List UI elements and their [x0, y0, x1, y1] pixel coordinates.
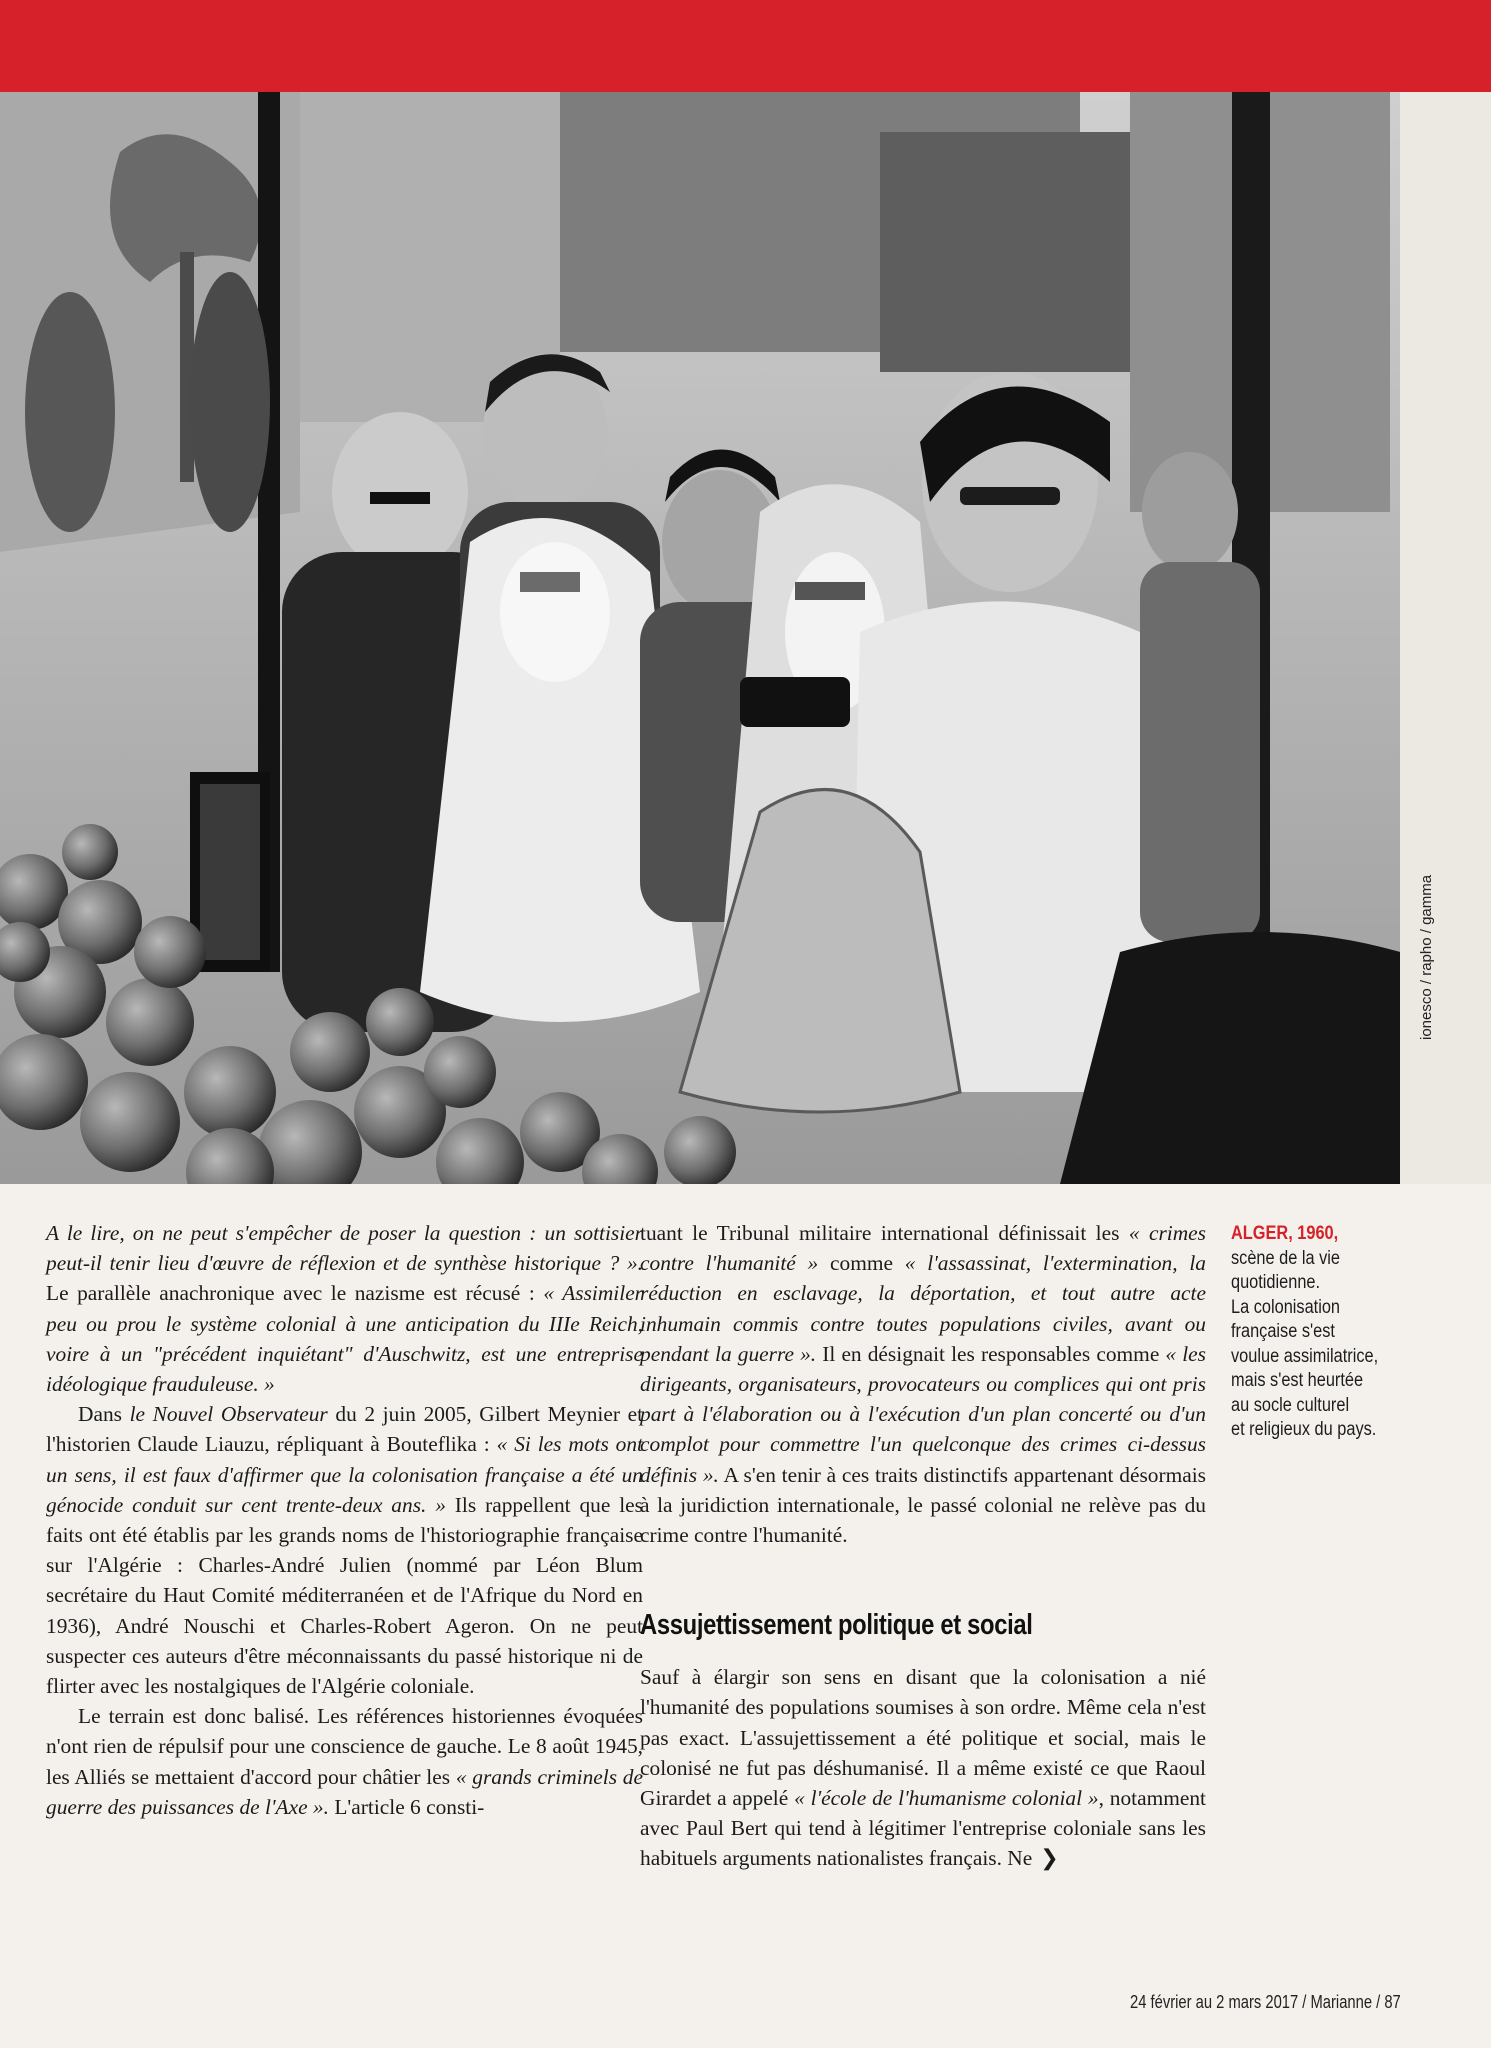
page-folio: 24 février au 2 mars 2017 / Marianne / 87 — [1130, 1992, 1401, 2012]
caption-line: au socle culturel — [1231, 1394, 1350, 1416]
body-text: Sauf à élargir son sens en disant que la colonisation a nié l'humanité des populations soumises à son ordre. Même cela n'est pas exact. L'assujettissement a été politique et social, mais le colonisé ne fut pas déshumanisé. Il a même existé ce que Raoul Girardet a appelé — [640, 1665, 1206, 1811]
article-paragraph — [46, 1218, 643, 1399]
caption-line: quotidienne. — [1231, 1272, 1321, 1293]
article-paragraph — [640, 1218, 1206, 1550]
photo-caption — [1231, 1222, 1403, 1443]
continue-arrow-icon: ❯ — [1040, 1846, 1059, 1872]
body-text: A s'en tenir à ces traits distinctifs appartenant désormais à la juridiction internationale, le passé colonial ne relève pas du crime contre l'humanité. — [640, 1462, 1207, 1548]
body-text: Dans — [78, 1402, 130, 1427]
caption-line: voulue assimilatrice, — [1231, 1345, 1379, 1367]
article-paragraph — [46, 1701, 643, 1822]
body-text: Il en désignait les responsables comme — [816, 1341, 1166, 1366]
quotation-text: « l'école de l'humanisme colonial » — [794, 1786, 1099, 1811]
article-column-2 — [640, 1218, 1206, 1875]
article-paragraph — [640, 1662, 1206, 1874]
magazine-top-band — [0, 0, 1491, 92]
body-text: Ils rappellent que les faits ont été établis par les grands noms de l'historiographie française sur l'Algérie : Charles-André Julien (nommé par Léon Blum secrétaire du Haut Comité méditerranéen et de l'Afrique du Nord en 1936), André Nouschi et Charles-Robert Ageron. On ne peut suspecter ces auteurs d'être méconnaissants du passé historique ni de flirter avec les nostalgiques de l'Algérie coloniale. — [46, 1492, 643, 1699]
photo-credit: ionesco / rapho / gamma — [1418, 874, 1435, 1040]
caption-line: mais s'est heurtée — [1231, 1370, 1364, 1391]
quotation-text: le Nouvel Observateur — [129, 1402, 328, 1427]
photo-right-margin — [1400, 92, 1491, 1184]
caption-line: La colonisation — [1231, 1296, 1341, 1318]
article-photo-alger-1960 — [0, 92, 1400, 1184]
body-text: comme — [818, 1251, 905, 1276]
body-text: tuant le Tribunal militaire international définissait les — [640, 1221, 1129, 1245]
caption-title: ALGER, 1960, — [1231, 1223, 1339, 1244]
body-text: du 2 juin 2005, Gilbert Meynier et l'historien Claude Liauzu, répliquant à Bouteflika : — [46, 1402, 644, 1457]
caption-line: scène de la vie — [1231, 1247, 1341, 1269]
quotation-text: « l'assassinat, l'extermination, la réduction en esclavage, la déportation, et tout autre acte inhumain commis contre toutes populations civiles, avant ou pendant la guerre ». — [640, 1251, 1206, 1366]
article-column-1 — [46, 1218, 643, 1822]
article-paragraph — [46, 1399, 643, 1701]
body-text: L'article 6 consti- — [328, 1794, 485, 1819]
body-text: Le parallèle anachronique avec le nazisme est récusé : — [46, 1281, 544, 1306]
section-heading: Assujettissement politique et social — [640, 1609, 1033, 1642]
quotation-text: « les dirigeants, organisateurs, provocateurs ou complices qui ont pris part à l'élaboration ou à l'exécution d'un plan concerté ou d'un complot pour commettre l'un quelconque des crimes ci-dessus définis ». — [640, 1341, 1206, 1487]
quotation-text: « Assimiler peu ou prou le système colonial à une anticipation du IIIe Reich, voire à un "précédent inquiétant" d'Auschwitz, est une entreprise idéologique frauduleuse. » — [46, 1281, 644, 1397]
caption-line: et religieux du pays. — [1231, 1419, 1377, 1440]
caption-line: française s'est — [1231, 1321, 1335, 1342]
quotation-text: « Si les mots ont un sens, il est faux d'affirmer que la colonisation française a été un génocide conduit sur cent trente-deux ans. » — [46, 1432, 643, 1517]
body-text: Le terrain est donc balisé. Les références historiennes évoquées n'ont rien de répulsif pour une conscience de gauche. Le 8 août 1945, les Alliés se mettaient d'accord pour châtier les — [46, 1704, 643, 1789]
body-text: , notamment avec Paul Bert qui tend à légitimer l'entreprise coloniale sans les habituels arguments nationalistes français. Ne — [640, 1786, 1206, 1871]
quotation-text: A le lire, on ne peut s'empêcher de poser la question : un sottisier peut-il tenir lieu d'œuvre de réflexion et de synthèse historique ? ». — [46, 1221, 643, 1276]
quotation-text: « grands criminels de guerre des puissances de l'Axe ». — [46, 1764, 643, 1819]
quotation-text: « crimes contre l'humanité » — [640, 1221, 1206, 1276]
